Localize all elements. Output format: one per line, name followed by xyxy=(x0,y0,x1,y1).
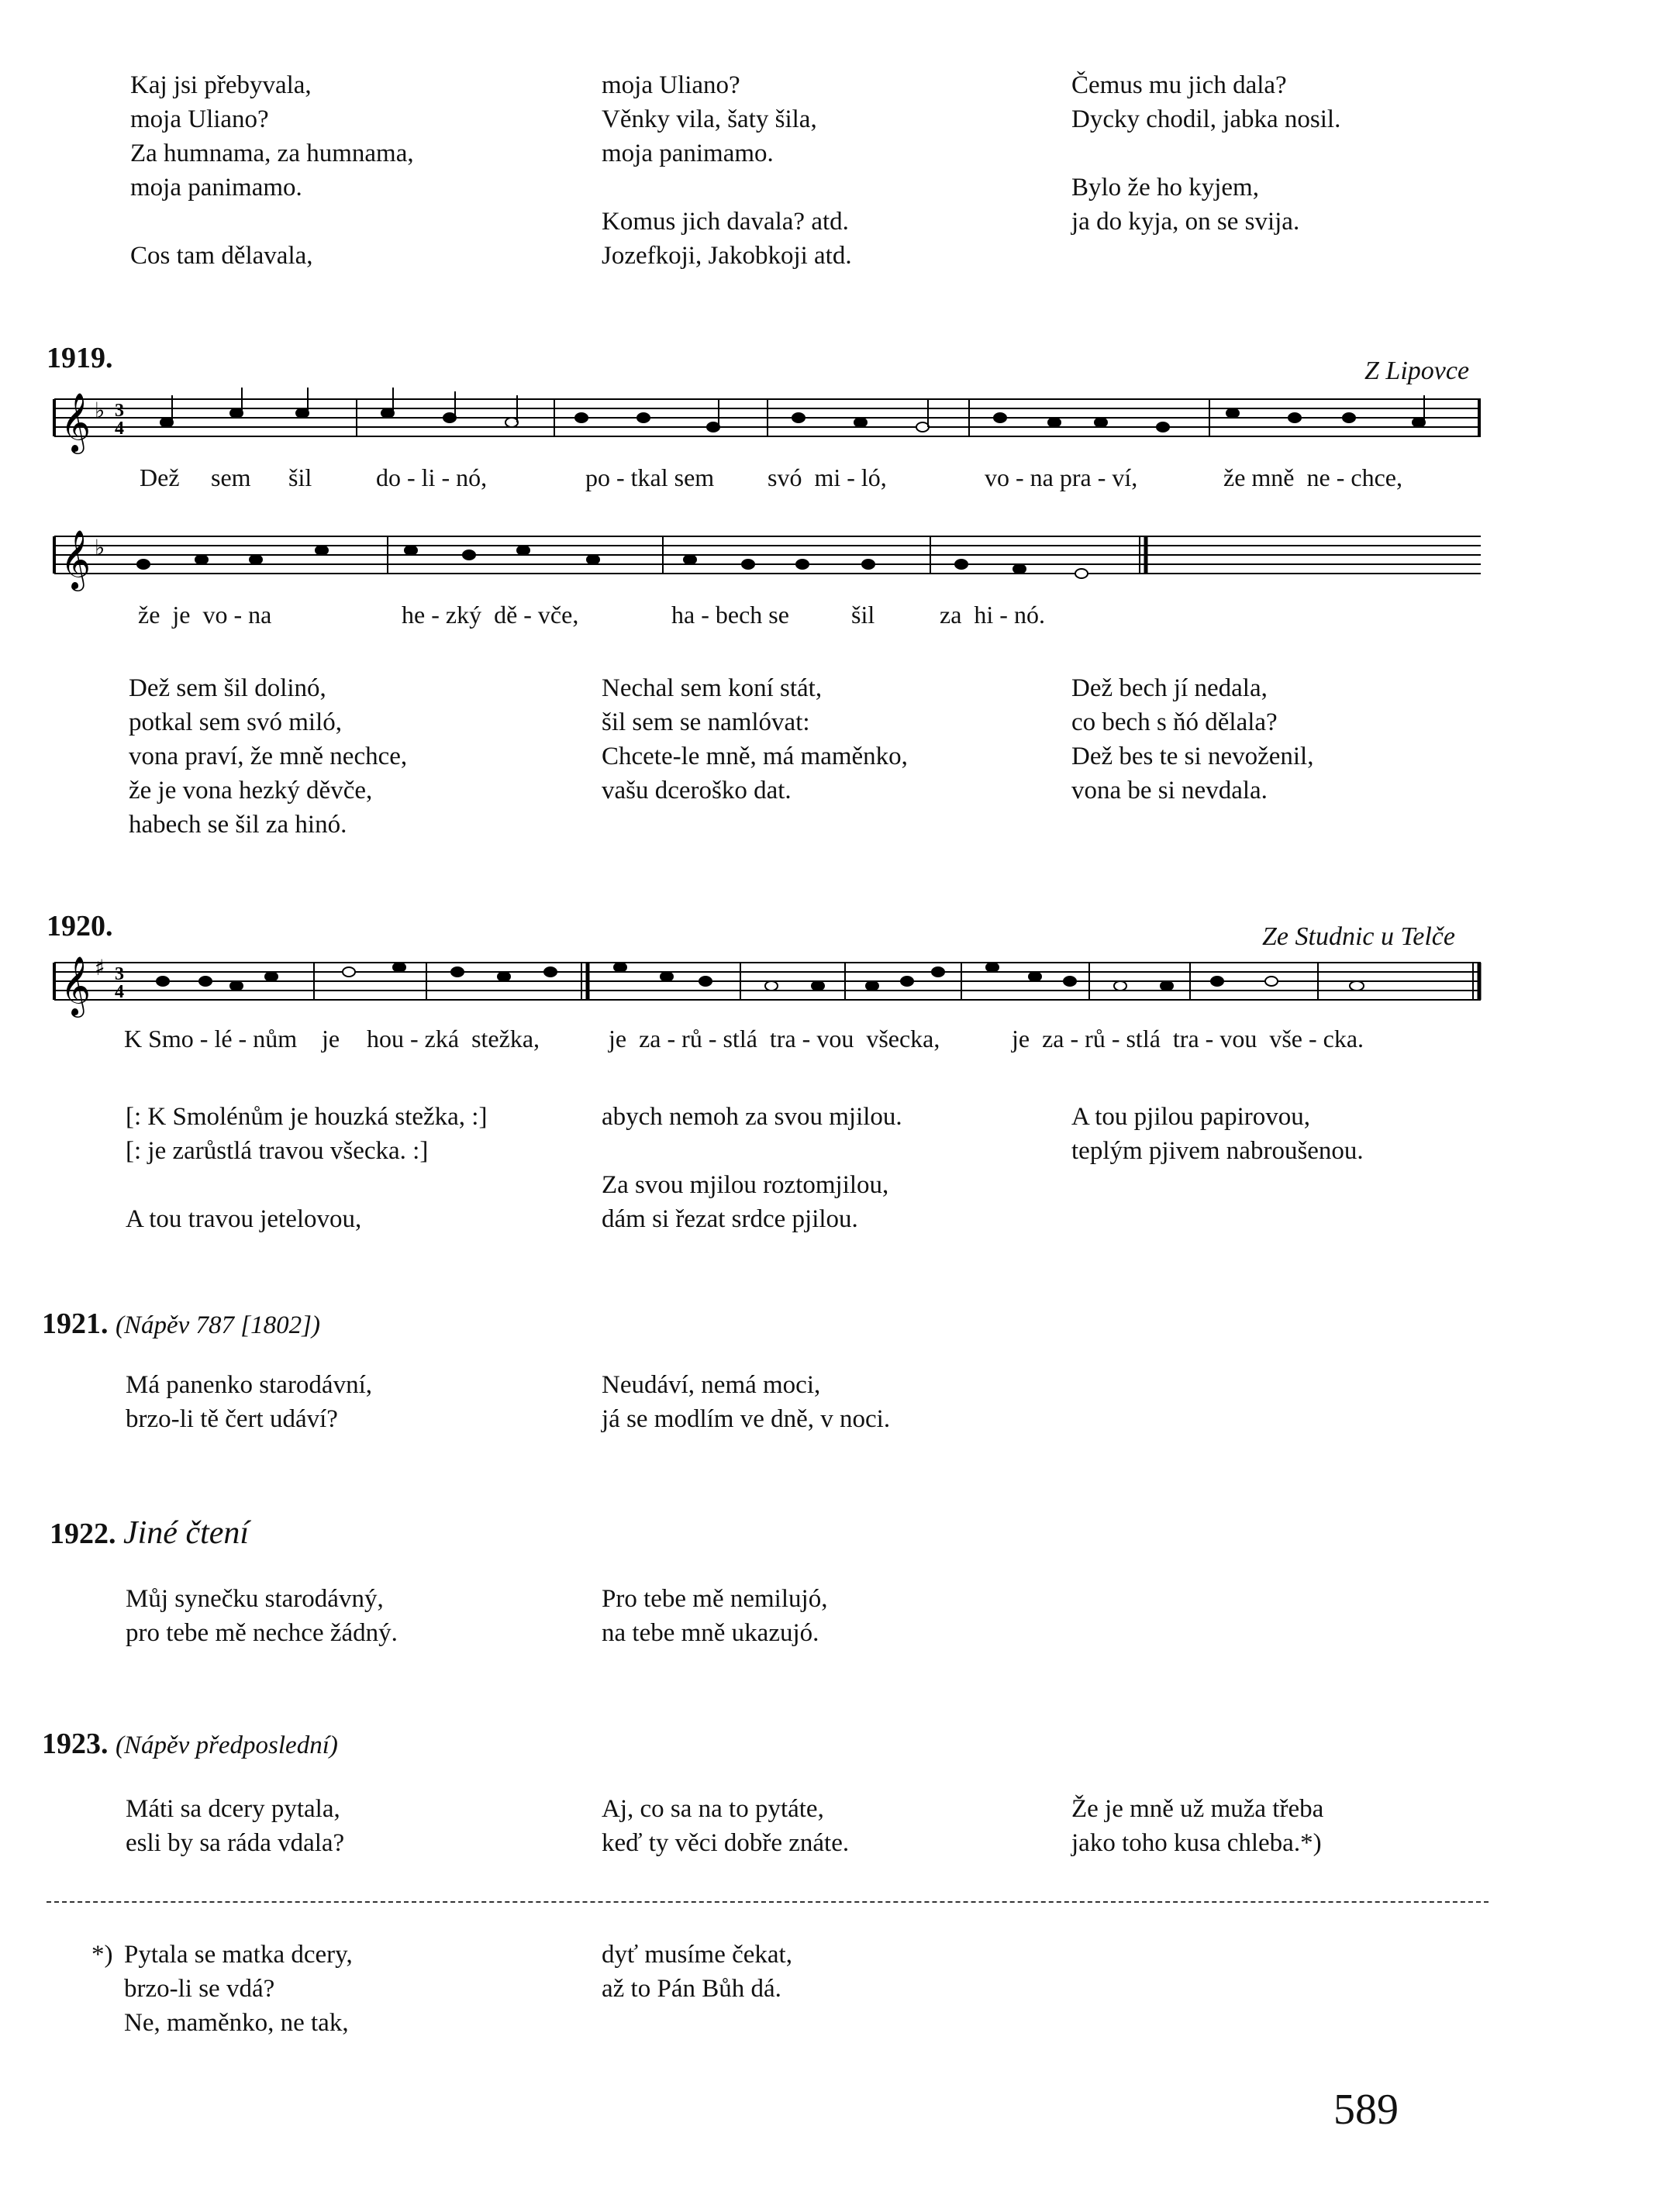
page-number: 589 xyxy=(1333,2086,1399,2134)
lyric-1920-3: hou - zká stežka, xyxy=(367,1025,540,1053)
song-number-1923-text: 1923. xyxy=(42,1728,109,1760)
song-source-1920: Ze Studnic u Telče xyxy=(1262,922,1455,951)
lyric-1919-13: za hi - nó. xyxy=(940,601,1045,629)
song-number-1922-text: 1922. xyxy=(50,1518,116,1550)
song-number-1922 xyxy=(50,1514,249,1552)
svg-text:4: 4 xyxy=(115,419,124,439)
lyric-1919-6: svó mi - ló, xyxy=(768,463,887,491)
lyric-1919-9: že je vo - na xyxy=(138,601,272,629)
lyric-1919-8: že mně ne - chce, xyxy=(1223,463,1402,491)
verse-1923-2: Aj, co sa na to pytáte, keď ty věci dobře znáte. xyxy=(602,1795,850,1857)
lyric-1919-1: Dež xyxy=(140,463,180,491)
svg-text:𝄞: 𝄞 xyxy=(60,392,91,452)
song-source-1919: Z Lipovce xyxy=(1364,357,1470,385)
footnote-verse-1: Pytala se matka dcery, brzo-li se vdá? Ne, maměnko, ne tak, xyxy=(124,1941,353,2037)
lyric-1920-4: je za - rů - stlá tra - vou všecka, xyxy=(609,1025,940,1053)
svg-text:♯: ♯ xyxy=(95,955,105,980)
verse-1921-2: Neudáví, nemá moci, já se modlím ve dně, v noci. xyxy=(602,1371,891,1433)
lyric-1919-7: vo - na pra - ví, xyxy=(985,463,1138,491)
verse-1923-1: Máti sa dcery pytala, esli by sa ráda vdala? xyxy=(126,1795,345,1857)
song-number-1921 xyxy=(42,1307,320,1341)
lyric-1919-10: he - zký dě - vče, xyxy=(402,601,579,629)
svg-text:𝄞: 𝄞 xyxy=(60,956,91,1015)
song-number-1920: 1920. xyxy=(47,910,113,942)
lyric-1919-11: ha - bech se xyxy=(671,601,789,629)
song-number-1919: 1919. xyxy=(47,342,113,374)
verse-1920-1: [: K Smolénům je houzká stežka, :] [: je zarůstlá travou všecka. :] A tou travou jetelovou, xyxy=(126,1103,488,1233)
lyric-1920-5: je za - rů - stlá tra - vou vše - cka. xyxy=(1012,1025,1364,1053)
lyric-1920-2: je xyxy=(322,1025,340,1053)
verse-1921-1: Má panenko starodávní, brzo-li tě čert udáví? xyxy=(126,1371,372,1433)
lyric-1919-2: sem xyxy=(211,463,251,491)
svg-text:4: 4 xyxy=(115,982,124,1002)
song-note-1921: (Nápěv 787 [1802]) xyxy=(116,1311,320,1339)
svg-text:3: 3 xyxy=(115,964,124,984)
footnote-divider xyxy=(47,1901,1489,1903)
song-number-1923 xyxy=(42,1727,338,1761)
verse-1919-1: Dež sem šil dolinó, potkal sem svó miló, vona praví, že mně nechce, že je vona hezký děvče, habech se šil za hinó. xyxy=(129,674,408,839)
verse-1920-3: A tou pjilou papirovou, teplým pjivem nabroušenou. xyxy=(1071,1103,1364,1165)
song-note-1923: (Nápěv předposlední) xyxy=(116,1731,338,1759)
music-staff-1919-line2 xyxy=(47,529,1489,606)
svg-text:♭: ♭ xyxy=(95,535,105,560)
lyric-1919-5: po - tkal sem xyxy=(585,463,715,491)
footnote-verse-2: dyť musíme čekat, až to Pán Bůh dá. xyxy=(602,1941,792,2003)
lyric-1920-1: K Smo - lé - nům xyxy=(124,1025,298,1053)
svg-text:3: 3 xyxy=(115,401,124,421)
verse-1920-2: abych nemoh za svou mjilou. Za svou mjilou roztomjilou, dám si řezat srdce pjilou. xyxy=(602,1103,902,1233)
verse-1919-2: Nechal sem koní stát, šil sem se namlóvat: Chcete-le mně, má maměnko, vašu dceroško dat. xyxy=(602,674,908,805)
footnote-marker: *) xyxy=(91,1941,113,1969)
music-staff-1920 xyxy=(47,955,1489,1032)
top-verse-3: Čemus mu jich dala? Dycky chodil, jabka nosil. Bylo že ho kyjem, ja do kyja, on se svija. xyxy=(1071,71,1341,236)
verse-1923-3: Že je mně už muža třeba jako toho kusa chleba.*) xyxy=(1071,1795,1324,1857)
top-verse-2: moja Uliano? Věnky vila, šaty šila, moja panimamo. Komus jich davala? atd. Jozefkoji, Jakobkoji atd. xyxy=(602,71,852,270)
verse-1919-3: Dež bech jí nedala, co bech s ňó dělala? Dež bes te si nevoženil, vona be si nevdala. xyxy=(1071,674,1314,805)
top-verse-1: Kaj jsi přebyvala, moja Uliano? Za humnama, za humnama, moja panimamo. Cos tam dělavala, xyxy=(130,71,414,270)
music-staff-1919-line1 xyxy=(47,391,1489,469)
song-note-1922: Jiné čtení xyxy=(123,1515,250,1551)
svg-text:𝄞: 𝄞 xyxy=(60,529,91,589)
song-number-1921-text: 1921. xyxy=(42,1308,109,1340)
verse-1922-2: Pro tebe mě nemilujó, na tebe mně ukazujó. xyxy=(602,1585,828,1647)
verse-1922-1: Můj synečku starodávný, pro tebe mě nechce žádný. xyxy=(126,1585,398,1647)
lyric-1919-3: šil xyxy=(288,463,312,491)
svg-text:♭: ♭ xyxy=(95,398,105,423)
lyric-1919-12: šil xyxy=(851,601,875,629)
lyric-1919-4: do - li - nó, xyxy=(376,463,488,491)
